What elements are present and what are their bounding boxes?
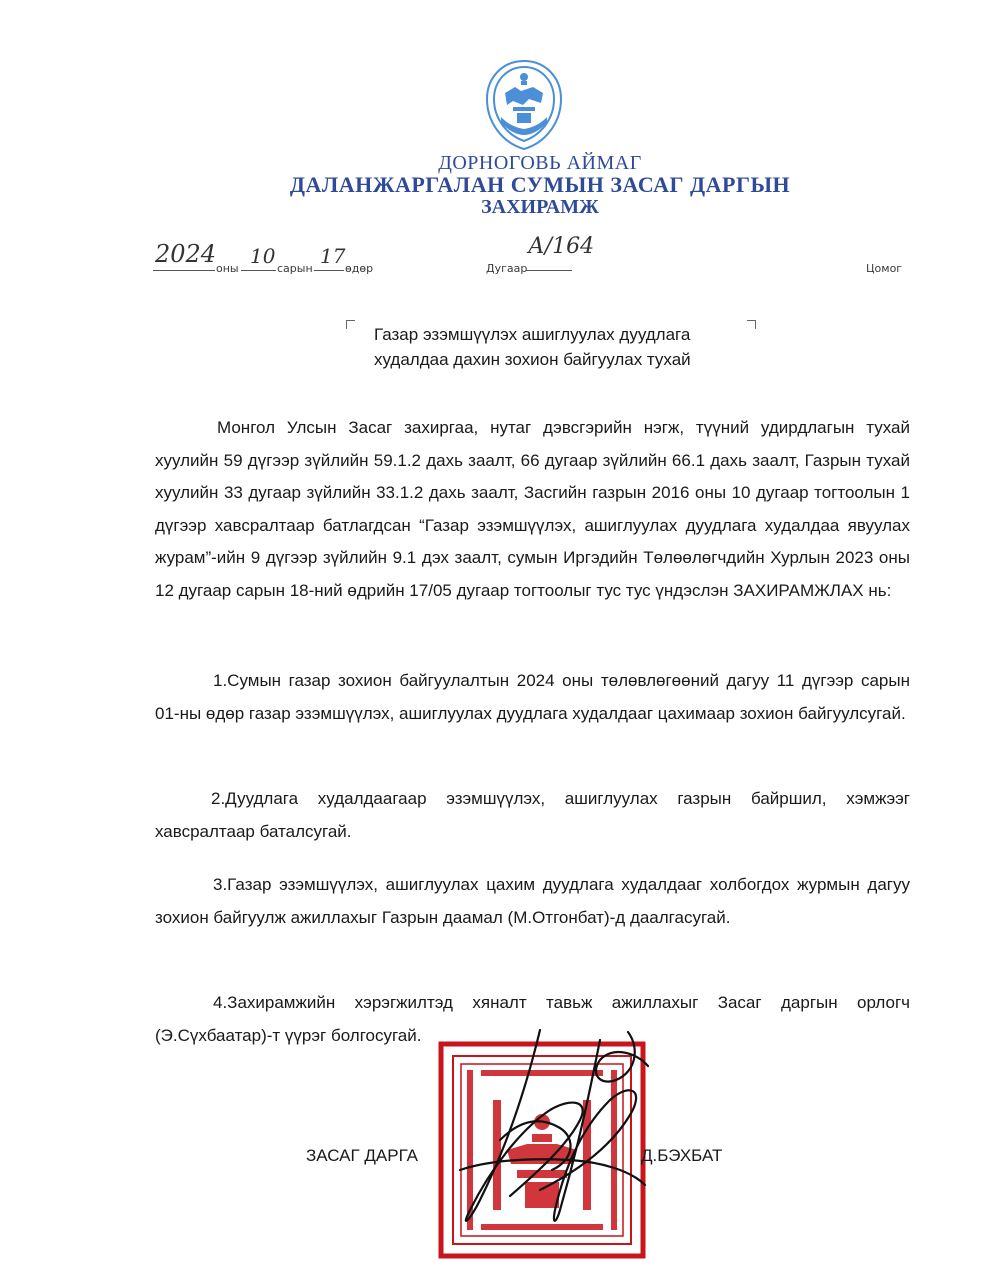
title-line-2: худалдаа дахин зохион байгуулах тухай bbox=[374, 350, 691, 369]
signatory-title: ЗАСАГ ДАРГА bbox=[306, 1146, 419, 1165]
title-bracket-right bbox=[747, 320, 756, 329]
preamble-paragraph: Монгол Улсын Засаг захиргаа, нутаг дэвсгэрийн нэгж, түүний удирдлагын тухай хуулийн 59 дүгээр зүйлийн 59.1.2 дахь заалт, 66 дугаар зүйлийн 66.1 дахь заалт, Газрын тухай хуулийн 33 дугаар зүйлийн 33.1.2 дахь заалт, Засгийн газрын 2016 оны 10 дугаар тогтоолын 1 дүгээр хавсралтаар батлагдсан “Газар эзэмшүүлэх, ашиглуулах дуудлага худалдаа явуулах журам”-ийн 9 дүгээр зүйлийн 9.1 дэх заалт, сумын Иргэдийн Төлөөлөгчдийн Хурлын 2023 оны 12 дугаар сарын 18-ний өдрийн 17/05 дугаар тогтоолыг тус тус үндэслэн ЗАХИРАМЖЛАХ нь: bbox=[155, 418, 910, 600]
year-handwritten: 2024 bbox=[155, 240, 217, 268]
document-type: ЗАХИРАМЖ bbox=[481, 196, 599, 218]
place-label: Цомог bbox=[866, 262, 903, 275]
month-handwritten: 10 bbox=[250, 244, 276, 268]
order-item-3: 3.Газар эзэмшүүлэх, ашиглуулах цахим дуудлага худалдааг холбогдох журмын дагуу зохион байгуулж ажиллахыг Газрын даамал (М.Отгонбат)-д даалгасугай. bbox=[155, 875, 910, 927]
signatory-name: Д.БЭХБАТ bbox=[641, 1146, 723, 1165]
number-label: Дугаар bbox=[486, 262, 528, 275]
handwritten-signature bbox=[440, 1020, 670, 1235]
office-name: ДАЛАНЖАРГАЛАН СУМЫН ЗАСАГ ДАРГЫН bbox=[289, 172, 791, 197]
province-name: ДОРНОГОВЬ АЙМАГ bbox=[438, 152, 642, 174]
day-underline bbox=[314, 270, 344, 271]
order-item-1: 1.Сумын газар зохион байгуулалтын 2024 оны төлөвлөгөөний дагуу 11 дүгээр сарын 01-ны өдөр газар эзэмшүүлэх, ашиглуулах дуудлага худалдааг цахимаар зохион байгуулсугай. bbox=[155, 671, 910, 723]
year-label: оны bbox=[216, 262, 239, 275]
number-underline bbox=[526, 270, 572, 271]
order-item-2: 2.Дуудлага худалдаагаар эзэмшүүлэх, ашиглуулах газрын байршил, хэмжээг хавсралтаар баталсугай. bbox=[155, 789, 910, 841]
order-item-4: 4.Захирамжийн хэрэгжилтэд хяналт тавьж ажиллахыг Засаг даргын орлогч (Э.Сүхбаатар)-т үүрэг болгосугай. bbox=[155, 993, 910, 1045]
number-handwritten: А/164 bbox=[528, 234, 595, 259]
month-underline bbox=[241, 270, 276, 271]
state-emblem bbox=[483, 57, 565, 153]
day-label: өдөр bbox=[345, 262, 374, 275]
year-underline bbox=[153, 270, 215, 271]
document-title bbox=[374, 322, 691, 372]
title-line-1: Газар эзэмшүүлэх ашиглуулах дуудлага bbox=[374, 325, 691, 344]
title-bracket-left bbox=[346, 320, 355, 329]
month-label: сарын bbox=[277, 262, 313, 275]
day-handwritten: 17 bbox=[320, 244, 346, 268]
